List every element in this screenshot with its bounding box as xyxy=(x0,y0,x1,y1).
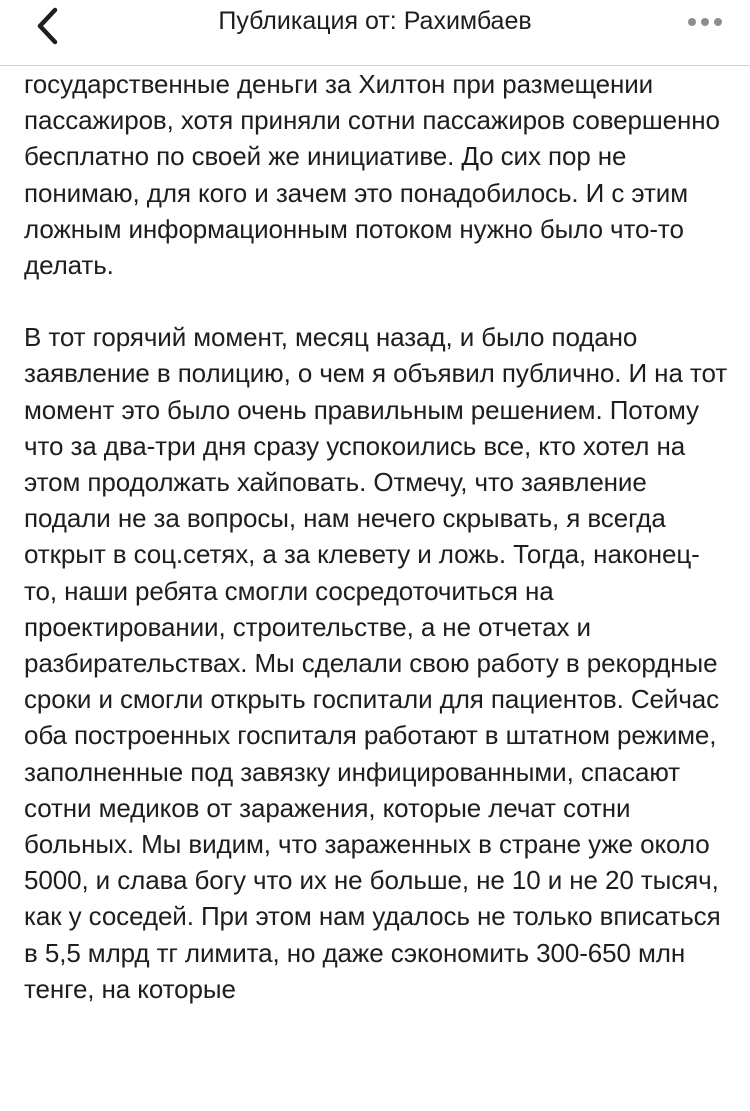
back-button[interactable] xyxy=(22,2,72,50)
paragraph-spacer xyxy=(24,283,730,319)
more-options-button[interactable] xyxy=(680,4,730,40)
more-horizontal-icon xyxy=(687,17,723,27)
post-body xyxy=(24,66,730,1007)
page-title: Публикация от: Рахимбаев xyxy=(218,7,532,35)
chevron-left-icon xyxy=(34,6,60,46)
top-navigation-bar xyxy=(0,0,750,66)
post-paragraph: В тот горячий момент, месяц назад, и было подано заявление в полицию, о чем я объявил публично. И на тот момент это было очень правильным решением. Потому что за два-три дня сразу успокоились все, кто хотел на этом продолжать хайповать. Отмечу, что заявление подали не за вопросы, нам нечего скрывать, я всегда открыт в соц.сетях, а за клевету и ложь. Тогда, наконец-то, наши ребята смогли сосредоточиться на проектировании, строительстве, а не отчетах и разбирательствах. Мы сделали свою работу в рекордные сроки и смогли открыть госпитали для пациентов. Сейчас оба построенных госпиталя работают в штатном режиме, заполненные под завязку инфицированными, спасают сотни медиков от заражения, которые лечат сотни больных. Мы видим, что зараженных в стране уже около 5000, и слава богу что их не больше, не 10 и не 20 тысяч, как у соседей. При этом нам удалось не только вписаться в 5,5 млрд тг лимита, но даже сэкономить 300-650 млн тенге, на которые xyxy=(24,322,728,1004)
post-paragraph: государственные деньги за Хилтон при размещении пассажиров, хотя приняли сотни пассажиров совершенно бесплатно по своей же инициативе. До сих пор не понимаю, для кого и зачем это понадобилось. И с этим ложным информационным потоком нужно было что-то делать. xyxy=(24,69,720,281)
